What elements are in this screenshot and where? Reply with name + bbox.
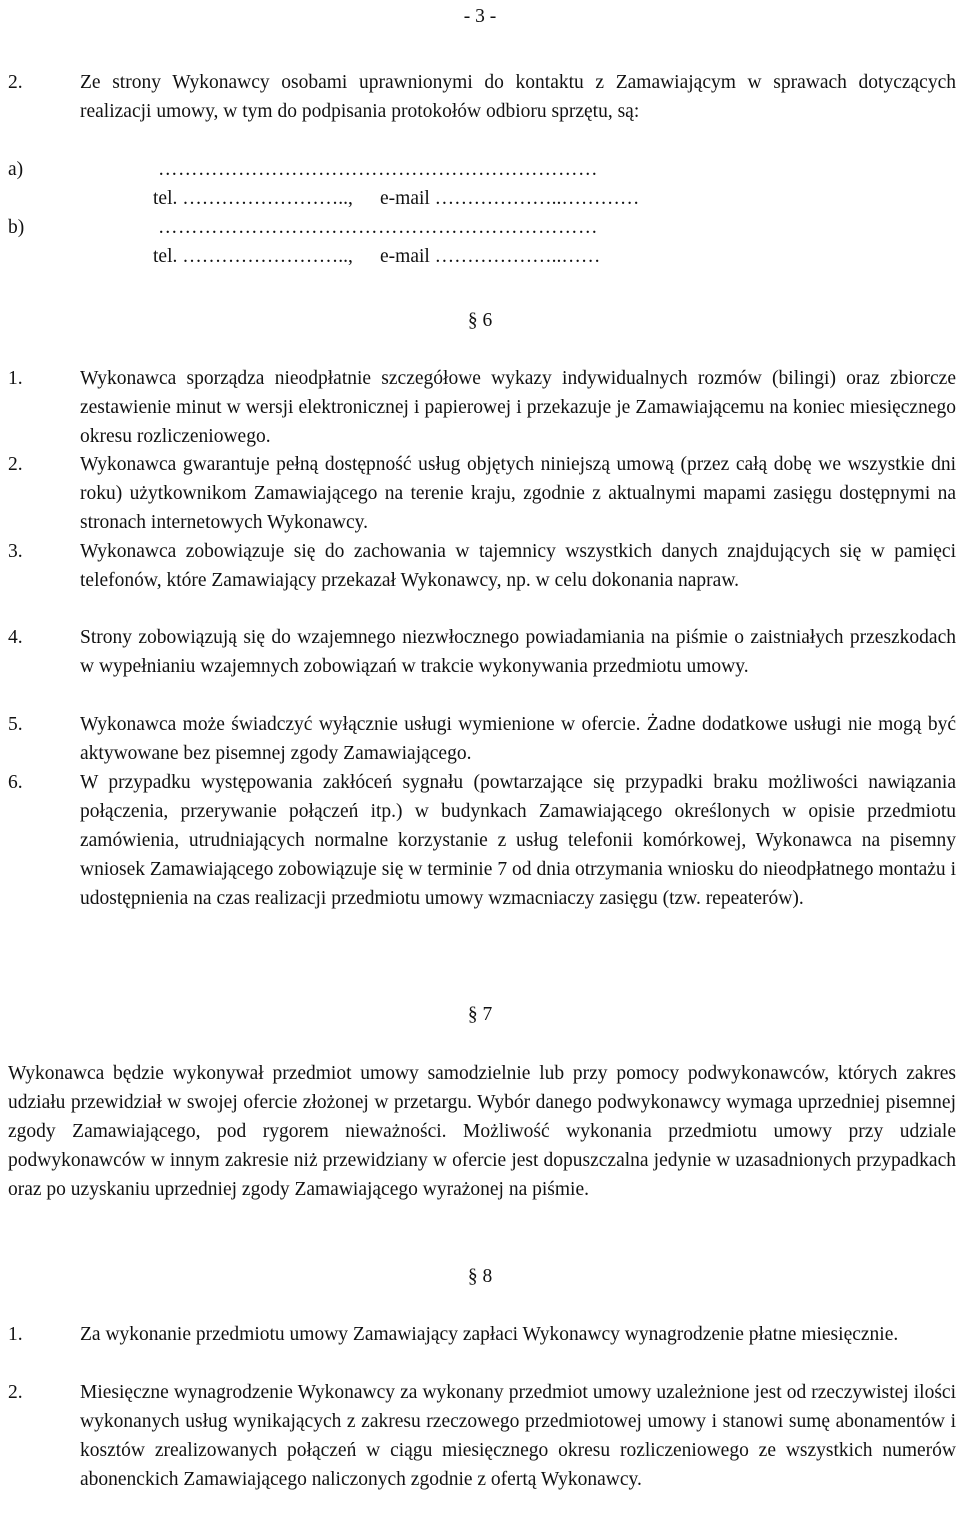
item-number: 2. xyxy=(8,1382,23,1403)
item-text: Wykonawca sporządza nieodpłatnie szczegółowe wykazy indywidualnych rozmów (bilingi) oraz zbiorcze zestawienie minut w wersji elektronicznej i papierowej i przekazuje je Zamawiającemu na koniec miesięcznego okresu rozliczeniowego. xyxy=(80,368,956,447)
page-number: - 3 - xyxy=(463,6,497,27)
item-text: Strony zobowiązują się do wzajemnego niezwłocznego powiadamiania na piśmie o zaistniałych przeszkodach w wypełnianiu wzajemnych zobowiązań w trakcie wykonywania przedmiotu umowy. xyxy=(80,627,956,677)
section-6-item-6 xyxy=(8,768,956,913)
section-6-item-4 xyxy=(8,623,956,681)
section-8-item-2 xyxy=(8,1378,956,1494)
item-text: Miesięczne wynagrodzenie Wykonawcy za wykonany przedmiot umowy uzależnione jest od rzeczywistej ilości wykonanych usług wynikających z zakresu rzeczowego przedmiotowej umowy i stanowi sumę abonamentów i kosztów zrealizowanych połączeń w ciągu miesięcznego okresu rozliczeniowego ze wszystkich numerów abonenckich Zamawiającego naliczonych zgodnie z ofertą Wykonawcy. xyxy=(80,1382,956,1490)
section-6-item-1 xyxy=(8,364,956,451)
item-number: 2. xyxy=(8,72,23,93)
item-text: Za wykonanie przedmiotu umowy Zamawiający zapłaci Wykonawcy wynagrodzenie płatne miesięcznie. xyxy=(80,1324,899,1345)
contact-a-name-line: ………………………………………………………… xyxy=(158,159,598,180)
section-6-item-3 xyxy=(8,537,956,595)
contact-a-label: a) xyxy=(8,159,24,180)
item-number: 6. xyxy=(8,772,23,793)
section-7-paragraph: Wykonawca będzie wykonywał przedmiot umowy samodzielnie lub przy pomocy podwykonawców, których zakres udziału przewidział w swojej ofercie złożonej w przetargu. Wybór danego podwykonawcy wymaga uprzedniej pisemnej zgody Zamawiającego, pod rygorem nieważności. Możliwość wykonania przedmiotu umowy przy udziale podwykonawców w innym zakresie niż przewidziany w ofercie jest dopuszczalna jedynie w uzasadnionych przypadkach oraz po uzyskaniu uprzedniej zgody Zamawiającego wyrażonej na piśmie. xyxy=(8,1063,956,1200)
item-number: 3. xyxy=(8,541,23,562)
item-text: Wykonawca może świadczyć wyłącznie usługi wymienione w ofercie. Żadne dodatkowe usługi nie mogą być aktywowane bez pisemnej zgody Zamawiającego. xyxy=(80,714,956,764)
section-6-item-5 xyxy=(8,710,956,768)
section-7-heading: § 7 xyxy=(467,1004,493,1025)
section-8-item-1 xyxy=(8,1320,956,1349)
item-number: 2. xyxy=(8,454,23,475)
item-text: Ze strony Wykonawcy osobami uprawnionymi do kontaktu z Zamawiającym w sprawach dotyczących realizacji umowy, w tym do podpisania protokołów odbioru sprzętu, są: xyxy=(80,72,956,122)
item-text: Wykonawca zobowiązuje się do zachowania w tajemnicy wszystkich danych znajdujących się w pamięci telefonów, które Zamawiający przekazał Wykonawcy, np. w celu dokonania napraw. xyxy=(80,541,956,591)
item-number: 5. xyxy=(8,714,23,735)
contact-b-label: b) xyxy=(8,217,25,238)
section-6-item-2 xyxy=(8,450,956,537)
contact-b-name-line: ………………………………………………………… xyxy=(158,217,598,238)
contact-b-email: e-mail ………………..…… xyxy=(380,246,601,267)
contact-b-tel: tel. …………………….., xyxy=(153,246,353,267)
section-8-heading: § 8 xyxy=(467,1266,493,1287)
item-number: 4. xyxy=(8,627,23,648)
item-text: W przypadku występowania zakłóceń sygnału (powtarzające się przypadki braku możliwości nawiązania połączenia, przerywanie połączeń itp.) w budynkach Zamawiającego określonych w opisie przedmiotu zamówienia, utrudniających normalne korzystanie z usług telefonii komórkowej, Wykonawca na pisemny wniosek Zamawiającego zobowiązuje się w terminie 7 od dnia otrzymania wniosku do nieodpłatnego montażu i udostępnienia na czas realizacji przedmiotu umowy wzmacniaczy zasięgu (tzw. repeaterów). xyxy=(80,772,956,909)
item-number: 1. xyxy=(8,1324,23,1345)
section-6-heading: § 6 xyxy=(467,310,493,331)
contact-a-tel: tel. …………………….., xyxy=(153,188,353,209)
contacts-item xyxy=(8,68,956,126)
item-number: 1. xyxy=(8,368,23,389)
contact-a-email: e-mail ………………..………… xyxy=(380,188,640,209)
item-text: Wykonawca gwarantuje pełną dostępność usług objętych niniejszą umową (przez całą dobę we wszystkie dni roku) użytkownikom Zamawiającego na terenie kraju, zgodnie z aktualnymi mapami zasięgu dostępnymi na stronach internetowych Wykonawcy. xyxy=(80,454,956,533)
